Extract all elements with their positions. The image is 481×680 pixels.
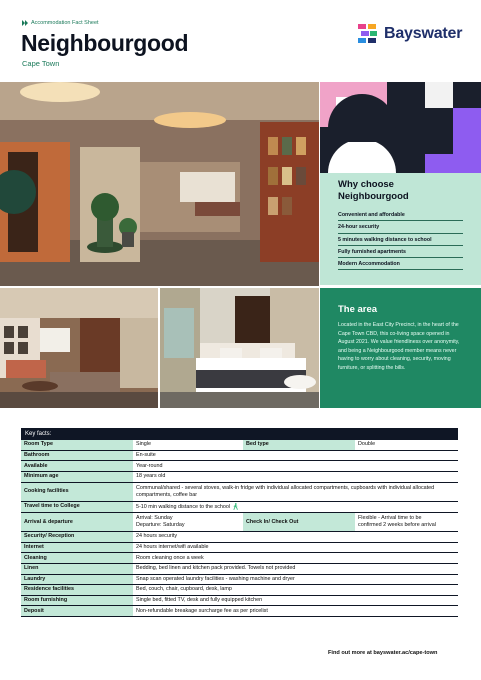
row-value: Bedding, bed linen and kitchen pack provided. Towels not provided	[133, 563, 458, 574]
bayswater-mark-icon	[357, 23, 379, 45]
why-item: Fully furnished apartments	[338, 246, 463, 258]
table-row	[21, 585, 458, 596]
row-value: Bed, couch, chair, cupboard, desk, lamp	[133, 585, 458, 596]
table-row	[21, 513, 458, 532]
row-label: Bathroom	[21, 450, 133, 461]
row-value-travel	[133, 501, 458, 513]
decorative-graphic	[320, 82, 481, 173]
row-value: 24 hours security	[133, 532, 458, 543]
why-choose-title	[338, 179, 463, 203]
table-row	[21, 553, 458, 564]
row-label: Available	[21, 461, 133, 472]
sheet-label-text: Accommodation Fact Sheet	[31, 20, 99, 26]
walking-person-icon	[233, 503, 238, 510]
row-label: Deposit	[21, 606, 133, 617]
row-label: Arrival & departure	[21, 513, 133, 532]
row-label: Travel time to College	[21, 501, 133, 513]
row-value: Year-round	[133, 461, 458, 472]
row-value: 18 years old	[133, 472, 458, 483]
row-value: Single	[133, 440, 243, 450]
why-title-line2: Neighbourgood	[338, 191, 409, 202]
checkin-line2: confirmed 2 weeks before arrival	[358, 522, 436, 529]
key-facts-heading: Key facts:	[21, 428, 458, 440]
row-value: Single bed, fitted TV, desk and fully equipped kitchen	[133, 595, 458, 606]
why-item: 5 minutes walking distance to school	[338, 234, 463, 246]
bayswater-logo	[357, 23, 462, 45]
row-label: Cleaning	[21, 553, 133, 564]
row-value: Non-refundable breakage surcharge fee as per pricelist	[133, 606, 458, 617]
table-row	[21, 482, 458, 501]
departure-day: Departure: Saturday	[136, 522, 185, 529]
why-choose-panel	[320, 173, 481, 285]
row-value-arrival	[133, 513, 243, 532]
why-item: Convenient and affordable	[338, 209, 463, 221]
row-value: 24 hours internet/wifi available	[133, 542, 458, 553]
table-row	[21, 461, 458, 472]
table-row	[21, 542, 458, 553]
arrival-day: Arrival: Sunday	[136, 515, 173, 522]
row-value: En-suite	[133, 450, 458, 461]
key-facts-table	[21, 440, 458, 617]
table-row	[21, 440, 458, 450]
row-label: Minimum age	[21, 472, 133, 483]
area-description: Located in the East City Precinct, in the heart of the Cape Town CBD, this co-living space opened in August 2021. We value friendliness over anonymity, and being a Neighbourgood member means never having to worry about cleaning, security, moving furniture, or splitting the bills.	[338, 322, 460, 371]
travel-time-text: 5-10 min walking distance to the school	[136, 503, 231, 510]
why-item: 24-hour security	[338, 221, 463, 233]
checkin-line1: Flexible - Arrival time to be	[358, 515, 422, 522]
city-subtitle: Cape Town	[22, 59, 60, 68]
row-label: Security/ Reception	[21, 532, 133, 543]
row-value: Communal/shared - several stoves, walk-in fridge with individual allocated compartments, cupboards with individual allocated compartments, coffee bar	[133, 482, 458, 501]
row-value: Room cleaning once a week	[133, 553, 458, 564]
row-label: Internet	[21, 542, 133, 553]
double-arrow-icon	[22, 20, 28, 26]
table-row	[21, 501, 458, 513]
why-item: Modern Accommodation	[338, 258, 463, 270]
row-label: Room Type	[21, 440, 133, 450]
row-label: Bed type	[243, 440, 355, 450]
area-panel	[320, 288, 481, 408]
table-row	[21, 450, 458, 461]
lounge-photo	[0, 288, 158, 408]
bedroom-photo	[160, 288, 319, 408]
row-label: Linen	[21, 563, 133, 574]
row-label: Laundry	[21, 574, 133, 585]
row-value-checkin	[355, 513, 458, 532]
lobby-photo	[0, 82, 319, 286]
table-row	[21, 606, 458, 617]
page-title: Neighbourgood	[21, 30, 189, 56]
row-value: Snap scan operated laundry facilities - washing machine and dryer	[133, 574, 458, 585]
footer-link[interactable]: Find out more at bayswater.ac/cape-town	[328, 650, 438, 656]
logo-text: Bayswater	[384, 25, 463, 42]
table-row	[21, 595, 458, 606]
table-row	[21, 574, 458, 585]
row-value: Double	[355, 440, 458, 450]
why-title-line1: Why choose	[338, 179, 394, 190]
row-label: Room furnishing	[21, 595, 133, 606]
row-label: Check In/ Check Out	[243, 513, 355, 532]
sheet-label	[22, 20, 99, 26]
row-label: Residence facilities	[21, 585, 133, 596]
table-row	[21, 563, 458, 574]
table-row	[21, 472, 458, 483]
table-row	[21, 532, 458, 543]
area-title: The area	[338, 304, 378, 315]
row-label: Cooking facilities	[21, 482, 133, 501]
